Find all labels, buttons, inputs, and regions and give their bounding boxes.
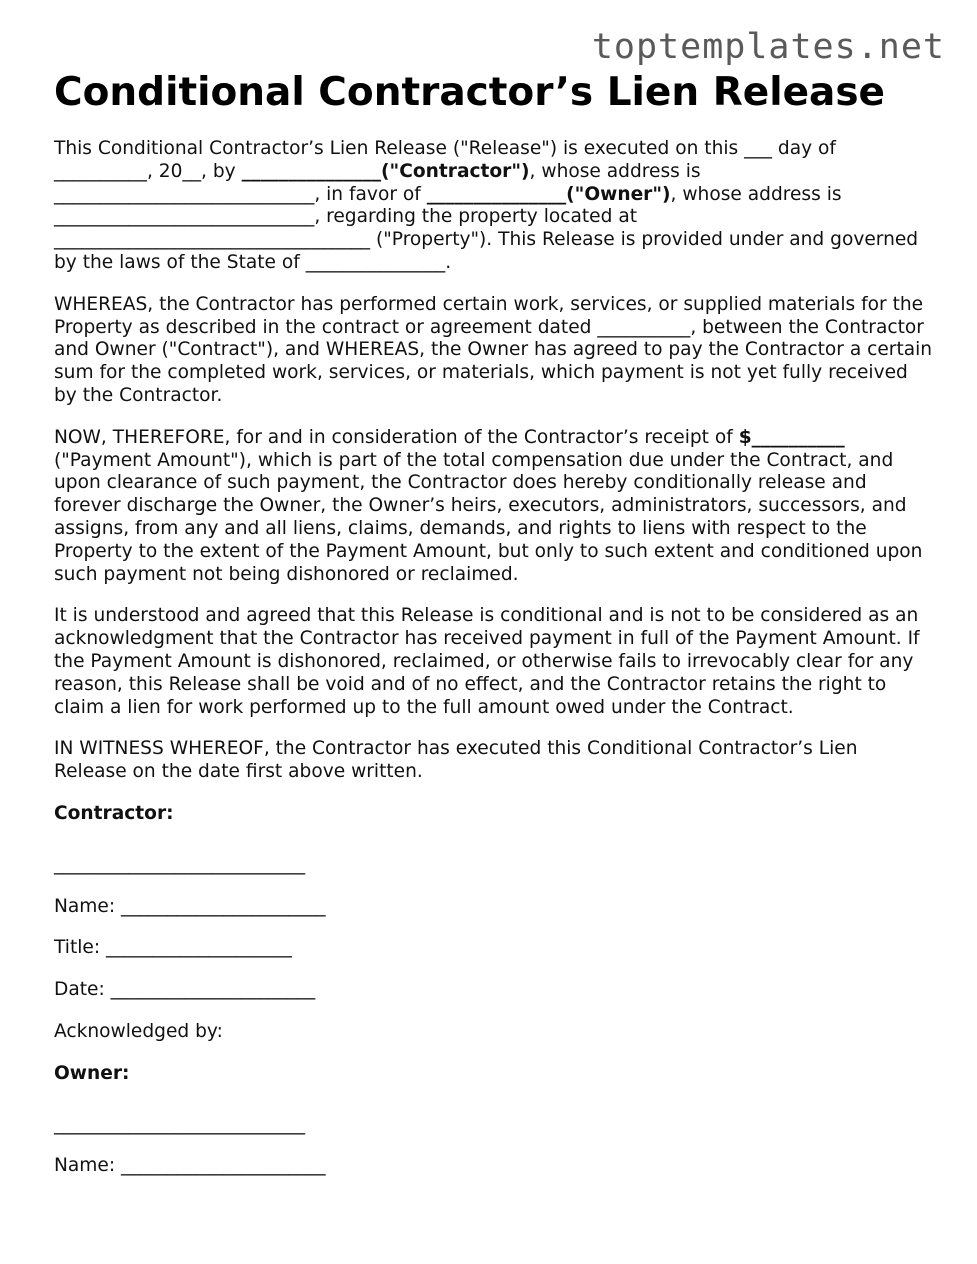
- month-blank[interactable]: __________: [54, 160, 147, 182]
- whereas-paragraph: WHEREAS, the Contractor has performed certain work, services, or supplied materials for the Property as described in the contract or agreement dated __________, between the Contractor and Owner ("Contract"), and WHEREAS, the Owner has agreed to pay the Contractor a certain sum for the completed work, services, or materials, which payment is not yet fully received by the Contractor.: [54, 293, 933, 406]
- day-blank[interactable]: ___: [744, 138, 773, 159]
- owner-heading: Owner:: [54, 1062, 130, 1084]
- year-blank[interactable]: __: [182, 160, 202, 182]
- contractor-signature-line[interactable]: ___________________________: [54, 853, 306, 875]
- understood-paragraph: It is understood and agreed that this Release is conditional and is not to be considered as an acknowledgment that the Contractor has received payment in full of the Payment Amount. If the Payment Amount is dishonored, reclaimed, or otherwise fails to irrevocably clear for any reason, this Release shall be void and of no effect, and the Contractor retains the right to claim a lien for work performed up to the full amount owed under the Contract.: [54, 605, 920, 718]
- owner-signature-line[interactable]: ___________________________: [54, 1113, 306, 1135]
- contractor-date-line[interactable]: Date: ______________________: [54, 979, 316, 1001]
- therefore-paragraph: NOW, THEREFORE, for and in consideration of the Contractor’s receipt of $__________ ("Payment Amount"), which is part of the total compensation due under the Contract, and upon clearance of such payment, the Contractor does hereby conditionally release and forever discharge the Owner, the Owner’s heirs, executors, administrators, successors, and assigns, from any and all liens, claims, demands, and rights to liens with respect to the Property to the extent of the Payment Amount, but only to such extent and conditioned upon such payment not being dishonored or reclaimed.: [54, 426, 923, 585]
- document-title: Conditional Contractor’s Lien Release: [54, 70, 885, 115]
- contractor-name-blank[interactable]: _______________: [241, 160, 382, 182]
- contract-date-blank[interactable]: __________: [597, 316, 691, 338]
- witness-paragraph: IN WITNESS WHEREOF, the Contractor has executed this Conditional Contractor’s Lien Release on the date first above written.: [54, 738, 858, 783]
- property-address-blank[interactable]: __________________________________: [54, 229, 371, 251]
- contractor-address-blank[interactable]: ____________________________: [54, 183, 315, 205]
- owner-label: ("Owner"): [566, 183, 671, 205]
- contractor-name-line[interactable]: Name: ______________________: [54, 895, 326, 917]
- watermark: toptemplates.net: [591, 27, 945, 67]
- contractor-heading: Contractor:: [54, 802, 174, 824]
- document-page: [54, 70, 934, 1197]
- payment-amount-blank[interactable]: $__________: [738, 426, 845, 448]
- acknowledged-label: Acknowledged by:: [54, 1020, 223, 1042]
- owner-name-blank[interactable]: _______________: [426, 183, 567, 205]
- contractor-label: ("Contractor"): [381, 160, 530, 182]
- intro-paragraph: This Conditional Contractor’s Lien Release ("Release") is executed on this ___ day of __________, 20__, by _______________("Contractor"), whose address is ____________________________, in favor of _______________("Owner"), whose address is ____________________________, regarding the property located at __________________________________ ("Property"). This Release is provided under and governed by the laws of the State of _______________.: [54, 138, 919, 273]
- owner-name-line[interactable]: Name: ______________________: [54, 1155, 326, 1177]
- owner-address-blank[interactable]: ____________________________: [54, 206, 315, 228]
- state-blank[interactable]: _______________: [305, 251, 446, 273]
- contractor-title-line[interactable]: Title: ____________________: [54, 937, 292, 959]
